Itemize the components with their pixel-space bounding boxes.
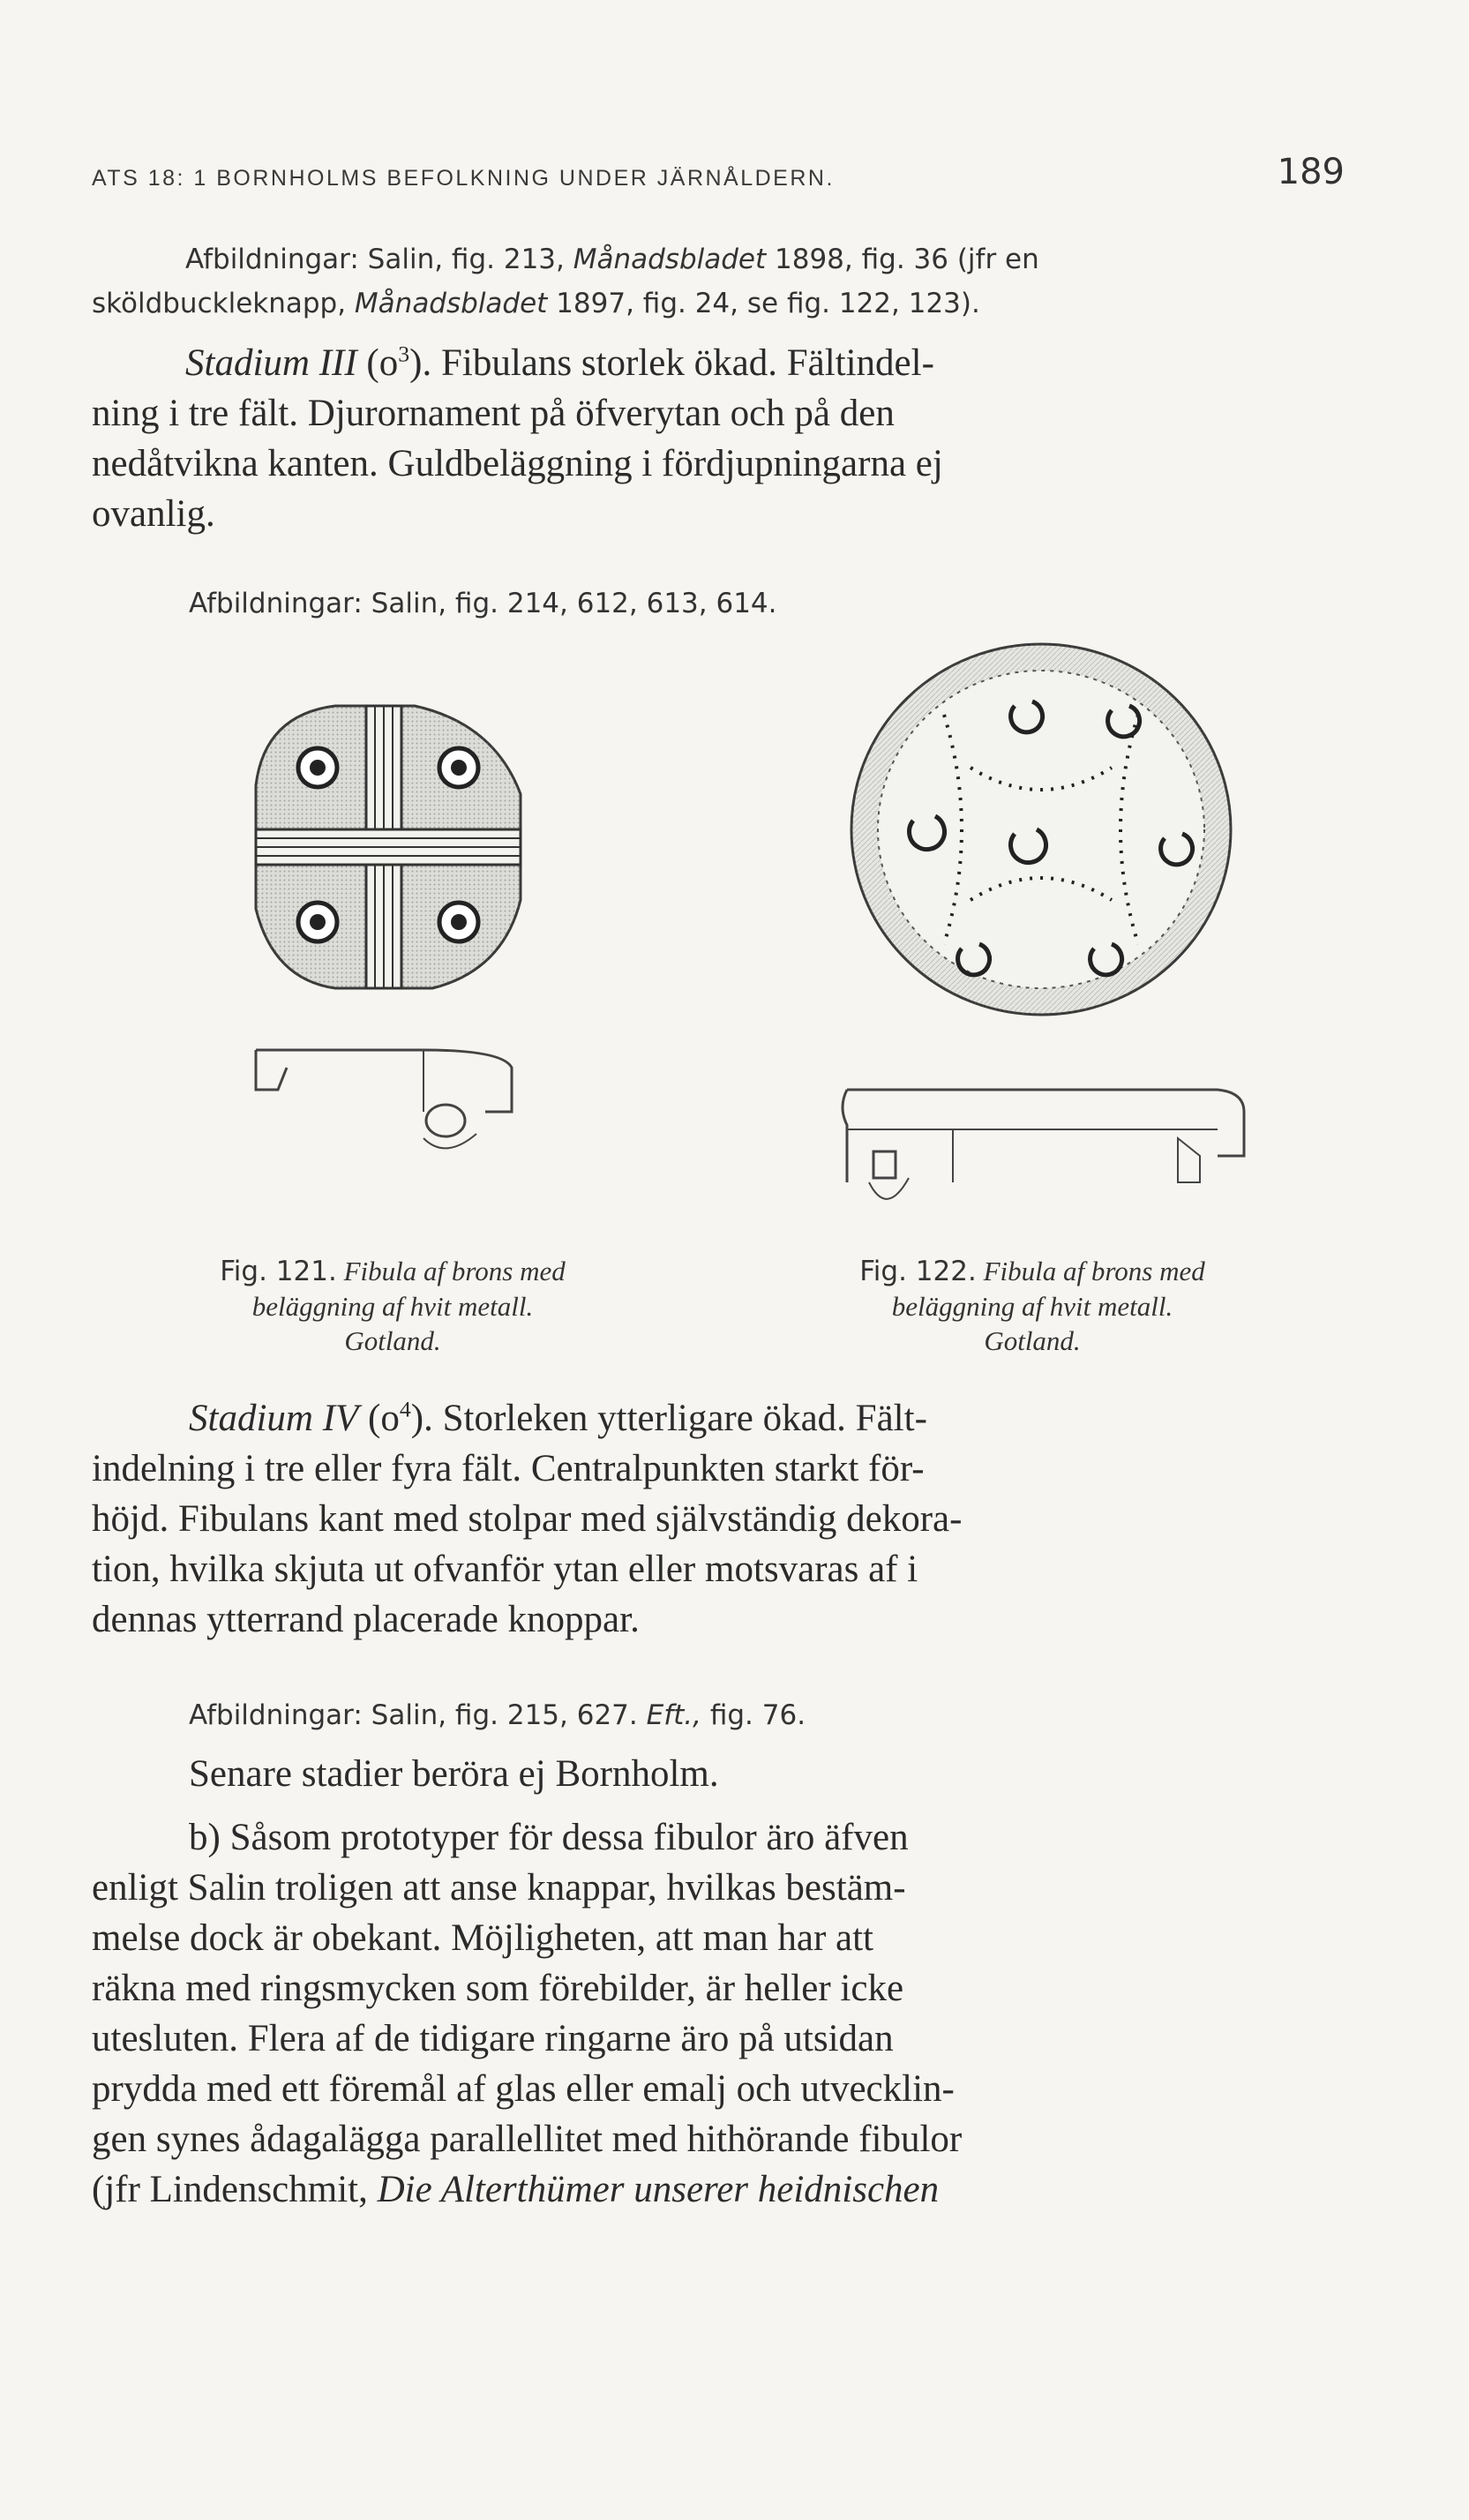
para-b-line3: melse dock är obekant. Möjligheten, att man har att [92, 1917, 873, 1959]
later-stages-line: Senare stadier beröra ej Bornholm. [189, 1753, 719, 1795]
fig121-caption-line1 [124, 1254, 662, 1289]
stage3-label: Stadium III [185, 342, 357, 384]
stage4-line1 [92, 1393, 1353, 1444]
stage3-paragraph [92, 338, 1353, 539]
running-header [92, 152, 1345, 205]
fig121-title: Fibula af brons med [343, 1256, 566, 1286]
para-b-line8-italic: Die Alterthümer unserer heidnischen [377, 2169, 940, 2210]
stage4-line1-rest: Storleken ytterligare ökad. Fält- [432, 1398, 927, 1439]
stage3-line3: nedåtvikna kanten. Guldbeläggning i fördjupningarna ej [92, 443, 943, 484]
para-b [92, 1812, 1353, 2215]
stage3-sup: 3 [398, 341, 410, 367]
ref-prefix: Afbildningar: Salin, fig. 213, [185, 244, 573, 275]
para-b-line8 [92, 2164, 1353, 2215]
stage4-line3: höjd. Fibulans kant med stolpar med självständig dekora- [92, 1498, 963, 1540]
ref-line2-end: 1897, fig. 24, se fig. 122, 123). [547, 288, 980, 319]
page-number: 189 [1277, 152, 1345, 192]
fig121-line2: beläggning af hvit metall. [251, 1291, 534, 1322]
illustrations-ref-line1 [185, 238, 1350, 281]
para-b-line1: b) Såsom prototyper för dessa fibulor äro äfven [189, 1817, 909, 1858]
stage4-line4: tion, hvilka skjuta ut ofvanför ytan eller motsvaras af i [92, 1549, 918, 1590]
illustrations-ref-line2 [92, 282, 1345, 325]
fig122-line2: beläggning af hvit metall. [891, 1291, 1173, 1322]
ref-journal: Månadsbladet [573, 244, 767, 275]
stage4-refs-ref: Eft., [646, 1699, 701, 1731]
para-b-line6: prydda med ett föremål af glas eller emalj och utvecklin- [92, 2068, 955, 2110]
para-b-line7: gen synes ådagalägga parallellitet med hithörande fibulor [92, 2119, 963, 2160]
fig122-caption-line1 [759, 1254, 1306, 1289]
ref-journal-2: Månadsbladet [354, 288, 548, 319]
fig122-number: Fig. 122. [859, 1256, 977, 1287]
stage4-sup: 4 [399, 1396, 411, 1422]
ref-middle: 1898, fig. 36 (jfr en [766, 244, 1039, 275]
stage3-code-end: ). [409, 342, 432, 384]
fig121-caption [124, 1254, 662, 1358]
stage4-code-end: ). [410, 1398, 433, 1439]
fibula-122-illustration [829, 609, 1253, 1244]
stage3-line1-rest: Fibulans storlek ökad. Fältindel- [431, 342, 934, 384]
para-b-line8-start: (jfr Lindenschmit, [92, 2169, 378, 2210]
stage4-paragraph [92, 1393, 1353, 1645]
stage3-line1 [92, 338, 1353, 388]
fibula-121-illustration [238, 697, 538, 1191]
running-head-text: ATS 18: 1 BORNHOLMS BEFOLKNING UNDER JÄRNÅLDERN. [92, 166, 835, 191]
fig121-place: Gotland. [344, 1325, 441, 1356]
fig122-caption-line3 [759, 1324, 1306, 1358]
fig122-caption [759, 1254, 1306, 1358]
fig122-title: Fibula af brons med [983, 1256, 1205, 1286]
fig121-caption-line2 [124, 1289, 662, 1324]
para-b-line5: utesluten. Flera af de tidigare ringarne äro på utsidan [92, 2018, 894, 2059]
stage4-line5: dennas ytterrand placerade knoppar. [92, 1599, 640, 1640]
stage4-refs-end: fig. 76. [701, 1699, 806, 1731]
stage3-line4: ovanlig. [92, 493, 215, 535]
stage3-refs: Afbildningar: Salin, fig. 214, 612, 613, 614. [189, 588, 777, 619]
ref-line2-start: sköldbuckleknapp, [92, 288, 355, 319]
para-b-line2: enligt Salin troligen att anse knappar, hvilkas bestäm- [92, 1867, 906, 1909]
fig122-place: Gotland. [984, 1325, 1081, 1356]
stage4-line2: indelning i tre eller fyra fält. Centralpunkten starkt för- [92, 1448, 925, 1489]
fig121-number: Fig. 121. [220, 1256, 337, 1287]
fig122-caption-line2 [759, 1289, 1306, 1324]
stage4-label: Stadium IV [189, 1398, 359, 1439]
stage4-refs [189, 1694, 1336, 1736]
stage3-code: (o [366, 342, 399, 384]
stage4-refs-prefix: Afbildningar: Salin, fig. 215, 627. [189, 1699, 647, 1731]
stage4-code: (o [368, 1398, 400, 1439]
para-b-line4: räkna med ringsmycken som förebilder, är heller icke [92, 1968, 904, 2009]
stage3-line2: ning i tre fält. Djurornament på öfverytan och på den [92, 393, 895, 434]
fig121-caption-line3 [124, 1324, 662, 1358]
